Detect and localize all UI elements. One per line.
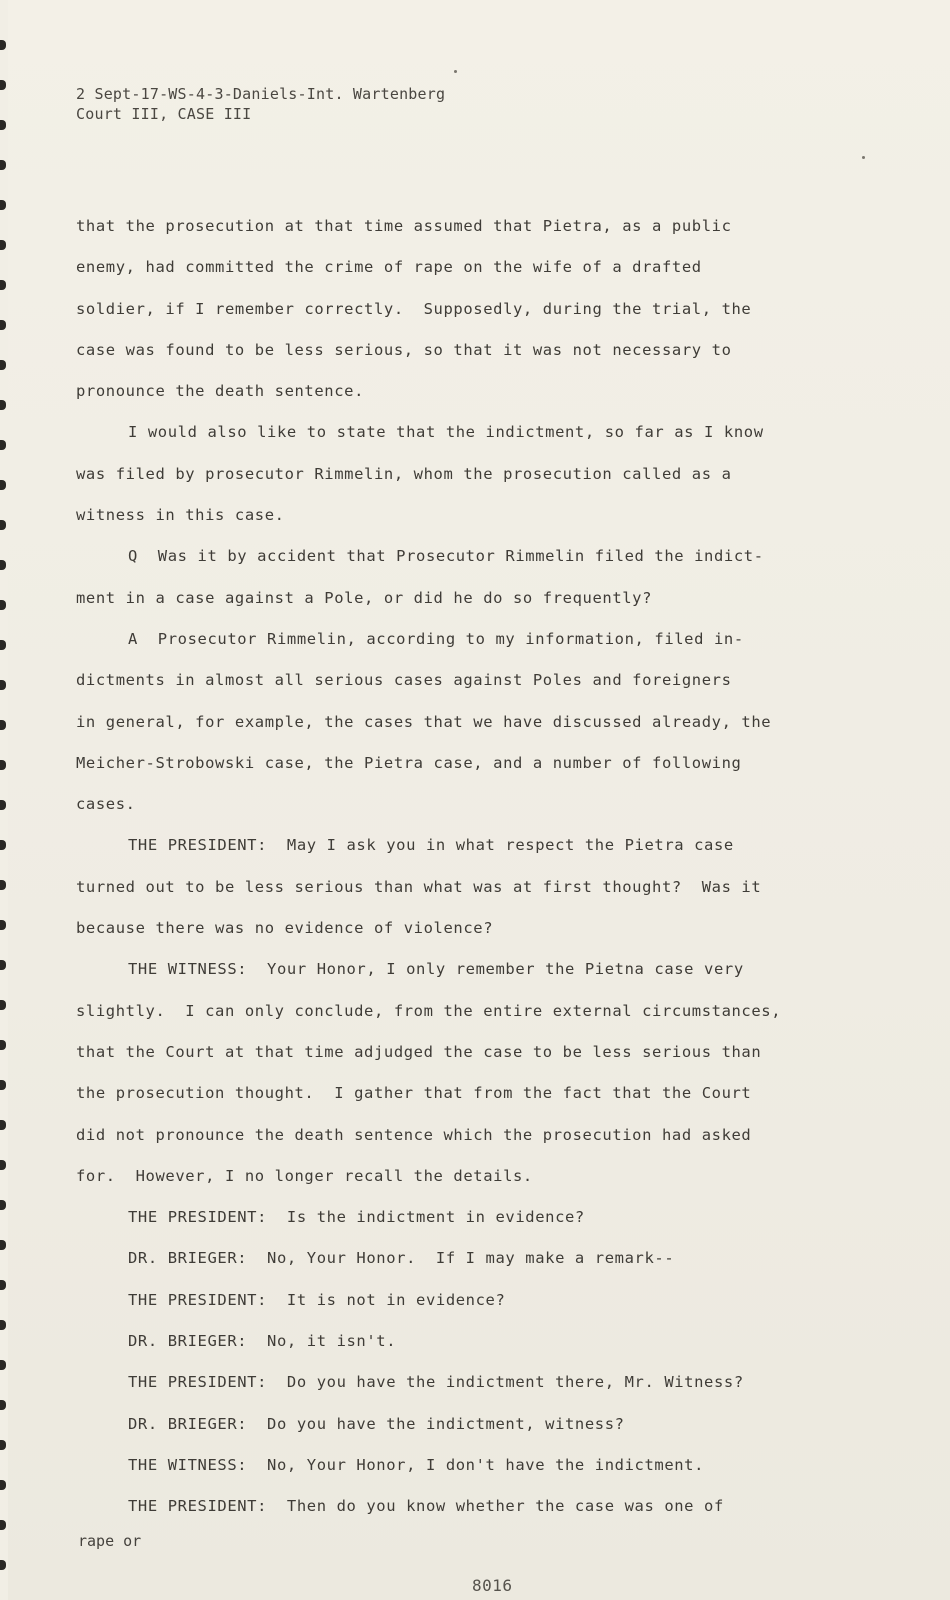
text-line: DR. BRIEGER: No, Your Honor. If I may make a remark--: [128, 1249, 675, 1268]
binding-hole: [0, 1400, 6, 1410]
binding-hole: [0, 1360, 6, 1370]
binding-hole: [0, 520, 6, 530]
text-line: because there was no evidence of violence?: [76, 919, 494, 938]
binding-hole: [0, 840, 6, 850]
text-line: THE PRESIDENT: It is not in evidence?: [128, 1290, 506, 1309]
text-line: that the Court at that time adjudged the case to be less serious than: [76, 1042, 762, 1061]
text-line: pronounce the death sentence.: [76, 382, 365, 401]
binding-hole: [0, 160, 6, 170]
text-line: THE PRESIDENT: Then do you know whether the case was one of: [128, 1497, 724, 1516]
binding-hole: [0, 320, 6, 330]
binding-hole: [0, 400, 6, 410]
document-header: [76, 84, 445, 124]
binding-hole: [0, 1560, 6, 1570]
text-line: for. However, I no longer recall the details.: [76, 1166, 533, 1185]
text-line: cases.: [76, 795, 136, 814]
binding-hole: [0, 440, 6, 450]
binding-hole: [0, 280, 6, 290]
binding-hole: [0, 1520, 6, 1530]
binding-hole: [0, 760, 6, 770]
text-line: THE PRESIDENT: Do you have the indictment there, Mr. Witness?: [128, 1373, 744, 1392]
text-line: turned out to be less serious than what was at first thought? Was it: [76, 877, 762, 896]
binding-hole: [0, 1200, 6, 1210]
paper-speck: [454, 70, 457, 73]
binding-hole: [0, 560, 6, 570]
header-line-2: Court III, CASE III: [76, 105, 252, 123]
binding-hole: [0, 480, 6, 490]
text-line: that the prosecution at that time assumed that Pietra, as a public: [76, 217, 732, 235]
text-line: witness in this case.: [76, 506, 285, 525]
text-line: THE WITNESS: No, Your Honor, I don't have the indictment.: [128, 1455, 705, 1474]
binding-hole: [0, 1440, 6, 1450]
binding-hole: [0, 800, 6, 810]
binding-hole: [0, 1320, 6, 1330]
transcript-body: [76, 206, 816, 1528]
binding-hole: [0, 80, 6, 90]
text-line: slightly. I can only conclude, from the entire external circumstances,: [76, 1001, 782, 1020]
binding-hole: [0, 1080, 6, 1090]
binding-edge: [0, 0, 8, 1600]
binding-hole: [0, 960, 6, 970]
text-line: ment in a case against a Pole, or did he do so frequently?: [76, 588, 653, 607]
text-line: I would also like to state that the indictment, so far as I know: [128, 423, 764, 442]
header-line-1: 2 Sept-17-WS-4-3-Daniels-Int. Wartenberg: [76, 85, 446, 103]
text-line: did not pronounce the death sentence which the prosecution had asked: [76, 1125, 752, 1144]
binding-hole: [0, 1160, 6, 1170]
text-line: case was found to be less serious, so that it was not necessary to: [76, 340, 732, 359]
binding-hole: [0, 920, 6, 930]
binding-hole: [0, 120, 6, 130]
binding-hole: [0, 240, 6, 250]
text-line: in general, for example, the cases that we have discussed already, the: [76, 712, 772, 731]
text-line: enemy, had committed the crime of rape on the wife of a drafted: [76, 258, 702, 277]
binding-hole: [0, 1280, 6, 1290]
text-line: THE WITNESS: Your Honor, I only remember the Pietna case very: [128, 960, 744, 979]
text-line: the prosecution thought. I gather that from the fact that the Court: [76, 1084, 752, 1103]
trailing-text: rape or: [78, 1532, 142, 1550]
text-line: THE PRESIDENT: Is the indictment in evidence?: [128, 1208, 585, 1227]
binding-hole: [0, 1480, 6, 1490]
paper-speck: [862, 156, 865, 159]
binding-hole: [0, 1240, 6, 1250]
text-line: was filed by prosecutor Rimmelin, whom the prosecution called as a: [76, 464, 732, 483]
binding-hole: [0, 360, 6, 370]
text-line: A Prosecutor Rimmelin, according to my information, filed in-: [128, 629, 744, 648]
text-line: Q Was it by accident that Prosecutor Rimmelin filed the indict-: [128, 547, 764, 566]
binding-hole: [0, 1000, 6, 1010]
binding-hole: [0, 1120, 6, 1130]
binding-hole: [0, 600, 6, 610]
text-line: DR. BRIEGER: No, it isn't.: [128, 1332, 397, 1351]
binding-hole: [0, 880, 6, 890]
text-line: DR. BRIEGER: Do you have the indictment, witness?: [128, 1414, 625, 1433]
text-line: soldier, if I remember correctly. Supposedly, during the trial, the: [76, 299, 752, 318]
binding-hole: [0, 720, 6, 730]
binding-hole: [0, 200, 6, 210]
text-line: THE PRESIDENT: May I ask you in what respect the Pietra case: [128, 836, 734, 855]
text-line: dictments in almost all serious cases against Poles and foreigners: [76, 671, 732, 690]
binding-hole: [0, 40, 6, 50]
binding-hole: [0, 680, 6, 690]
binding-hole: [0, 640, 6, 650]
binding-hole: [0, 1040, 6, 1050]
text-line: Meicher-Strobowski case, the Pietra case, and a number of following: [76, 753, 742, 772]
page-number: 8016: [472, 1576, 513, 1595]
